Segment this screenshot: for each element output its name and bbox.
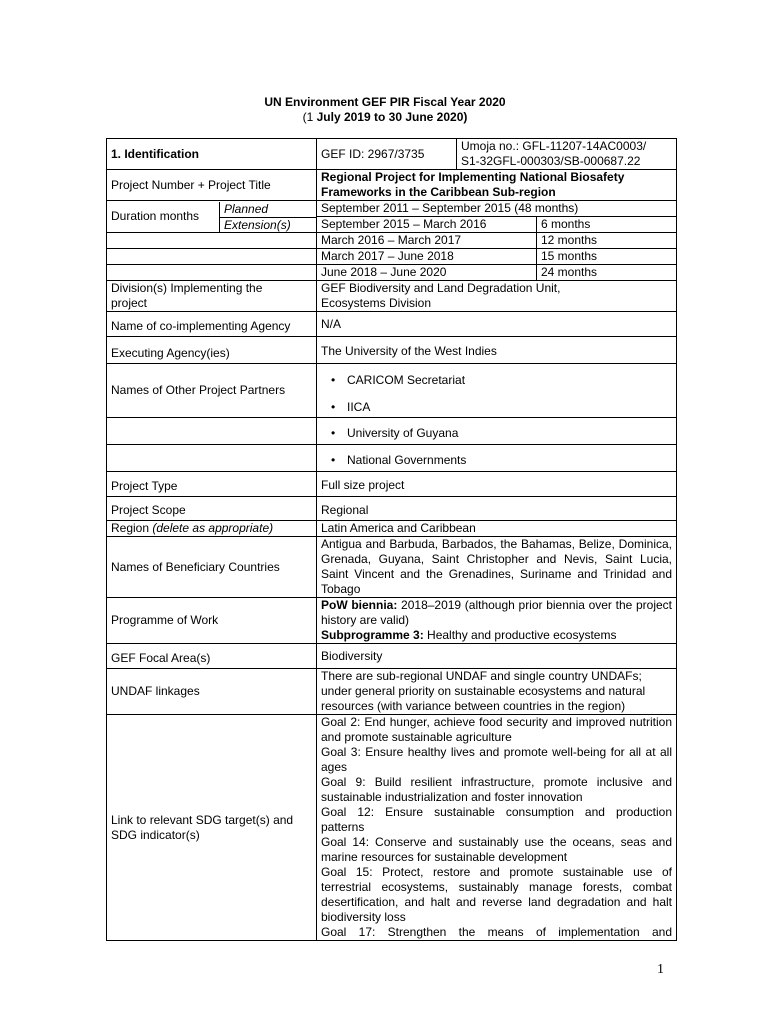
- extension-months-1: 6 months: [537, 217, 677, 233]
- empty-cell: [107, 233, 317, 249]
- identification-table: [106, 138, 677, 941]
- umoja-line-2: S1-32GFL-000303/SB-000687.22: [461, 154, 641, 168]
- partner-item: • CARICOM Secretariat: [321, 367, 672, 388]
- division-label-line-2: project: [111, 296, 148, 310]
- division-value-line-1: GEF Biodiversity and Land Degradation Unit,: [321, 281, 561, 295]
- region-label-note: (delete as appropriate): [152, 521, 274, 535]
- duration-label: Duration months: [111, 209, 200, 223]
- undaf-label: UNDAF linkages: [107, 669, 317, 715]
- beneficiary-countries-label: Names of Beneficiary Countries: [107, 537, 317, 598]
- gef-id: GEF ID: 2967/3735: [317, 139, 457, 170]
- page-number: 1: [657, 962, 664, 977]
- duration-label-cell: [107, 201, 317, 233]
- extension-period-1: September 2015 – March 2016: [317, 217, 537, 233]
- region-value: Latin America and Caribbean: [317, 521, 677, 537]
- project-scope-value: Regional: [317, 497, 677, 521]
- planned-label: Planned: [220, 202, 316, 218]
- partners-list-1: [317, 364, 677, 418]
- project-title-line-1: Regional Project for Implementing National Biosafety: [321, 170, 625, 184]
- empty-cell: [107, 249, 317, 265]
- partners-list-3: [317, 445, 677, 472]
- empty-cell: [107, 445, 317, 472]
- extension-period-2: March 2016 – March 2017: [317, 233, 537, 249]
- sdg-label: Link to relevant SDG target(s) and SDG indicator(s): [107, 715, 317, 941]
- extension-period-3: March 2017 – June 2018: [317, 249, 537, 265]
- sdg-goal: Goal 15: Protect, restore and promote sustainable use of terrestrial ecosystems, sustainably manage forests, combat desertification, and halt and reverse land degradation and halt biodiversity loss: [321, 865, 672, 924]
- coimplementing-value: N/A: [317, 312, 677, 337]
- subtitle-rest: July 2019 to 30 June 2020): [313, 110, 468, 124]
- extension-months-3: 15 months: [537, 249, 677, 265]
- project-title-line-2: Frameworks in the Caribbean Sub-region: [321, 185, 556, 199]
- sdg-goal: Goal 9: Build resilient infrastructure, promote inclusive and sustainable industrialization and foster innovation: [321, 775, 672, 804]
- pow-subprogramme-value: Healthy and productive ecosystems: [423, 628, 617, 642]
- sdg-goal: Goal 14: Conserve and sustainably use the oceans, seas and marine resources for sustainable development: [321, 835, 672, 864]
- partner-item: • IICA: [321, 388, 672, 415]
- region-label-text: Region: [111, 521, 153, 535]
- division-label: [107, 281, 317, 312]
- document-subtitle: [0, 110, 770, 124]
- region-label: [107, 521, 317, 537]
- planned-duration: September 2011 – September 2015 (48 months): [317, 201, 677, 217]
- partner-item: • National Governments: [321, 449, 672, 468]
- executing-agency-value: The University of the West Indies: [317, 337, 677, 364]
- focal-area-label: GEF Focal Area(s): [107, 644, 317, 669]
- pow-subprogramme-label: Subprogramme 3:: [321, 628, 424, 642]
- umoja-line-1: Umoja no.: GFL-11207-14AC0003/: [461, 139, 647, 153]
- sdg-goals: [317, 715, 677, 941]
- sdg-goal: Goal 2: End hunger, achieve food security and improved nutrition and promote sustainable agriculture: [321, 715, 672, 744]
- pow-biennia-value: 2018–2019 (although prior biennia over the project history are valid): [321, 598, 672, 627]
- focal-area-value: Biodiversity: [317, 644, 677, 669]
- division-value: [317, 281, 677, 312]
- coimplementing-label: Name of co-implementing Agency: [107, 312, 317, 337]
- beneficiary-countries-value: Antigua and Barbuda, Barbados, the Bahamas, Belize, Dominica, Grenada, Guyana, Saint Christopher and Nevis, Saint Lucia, Saint Vincent and the Grenadines, Suriname and Trinidad and Tobago: [317, 537, 677, 598]
- pow-biennia-label: PoW biennia:: [321, 598, 398, 612]
- project-scope-label: Project Scope: [107, 497, 317, 521]
- document-title: UN Environment GEF PIR Fiscal Year 2020: [264, 95, 506, 109]
- sdg-goal: Goal 17: Strengthen the means of implementation and: [321, 925, 672, 939]
- project-type-label: Project Type: [107, 472, 317, 497]
- division-value-line-2: Ecosystems Division: [321, 296, 432, 310]
- empty-cell: [107, 418, 317, 445]
- sdg-goal: Goal 3: Ensure healthy lives and promote well-being for all at all ages: [321, 745, 672, 774]
- extension-months-2: 12 months: [537, 233, 677, 249]
- partners-list-2: [317, 418, 677, 445]
- programme-of-work-value: [317, 598, 677, 644]
- extension-months-4: 24 months: [537, 265, 677, 281]
- extension-period-4: June 2018 – June 2020: [317, 265, 537, 281]
- project-type-value: Full size project: [317, 472, 677, 497]
- umoja-number: [457, 139, 677, 170]
- undaf-value: There are sub-regional UNDAF and single country UNDAFs; under general priority on sustainable ecosystems and natural resources (with variance between countries in the region): [317, 669, 677, 715]
- sdg-goal: Goal 12: Ensure sustainable consumption and production patterns: [321, 805, 672, 834]
- partners-label: Names of Other Project Partners: [107, 364, 317, 418]
- empty-cell: [107, 265, 317, 281]
- division-label-line-1: Division(s) Implementing the: [111, 281, 263, 295]
- project-title: [317, 170, 677, 201]
- executing-agency-label: Executing Agency(ies): [107, 337, 317, 364]
- extension-label: Extension(s): [224, 217, 291, 232]
- partner-item: • University of Guyana: [321, 422, 672, 441]
- identification-heading: 1. Identification: [107, 139, 317, 170]
- subtitle-open: (1: [302, 110, 314, 124]
- project-title-label: Project Number + Project Title: [107, 170, 317, 201]
- programme-of-work-label: Programme of Work: [107, 598, 317, 644]
